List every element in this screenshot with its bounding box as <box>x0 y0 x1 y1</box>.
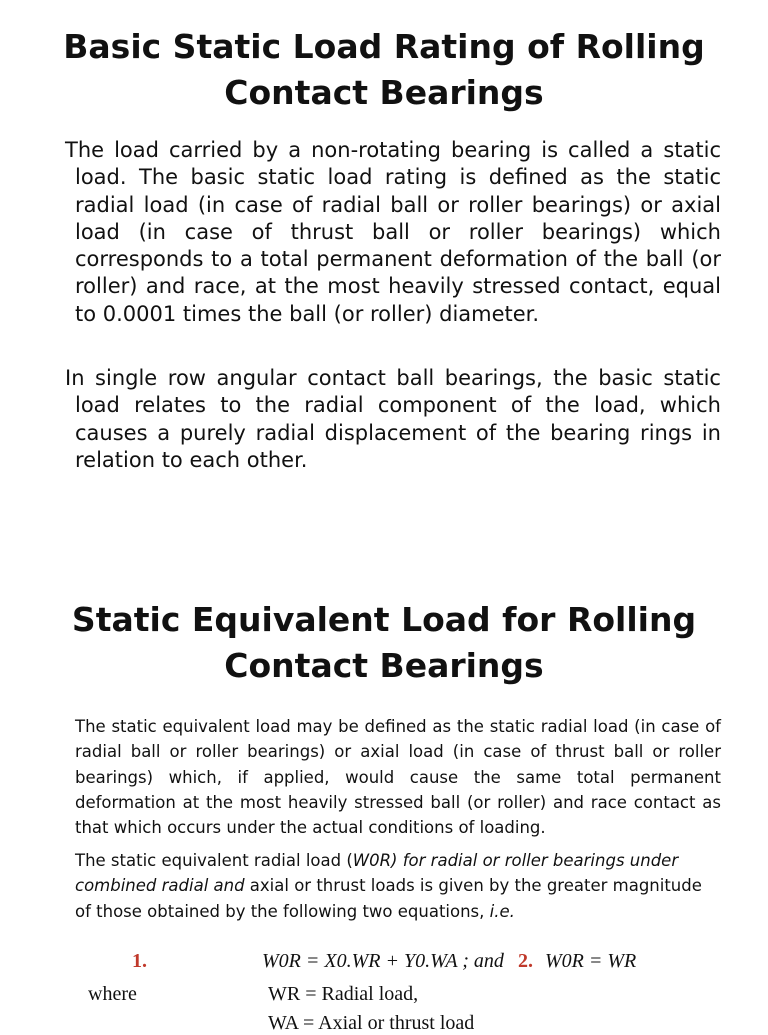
section1-title <box>40 24 728 116</box>
section1-title-line1: Basic Static Load Rating of Rolling <box>63 27 705 66</box>
paragraph-first-line: In single row angular contact ball bearings, the basic <box>65 366 653 390</box>
equivalent-load-definition: The static equivalent load may be defined as the static radial load (in case of radial ball or roller bearings) or axial load (in case of thrust ball or roller bearings) which, if applied, would cause the same total permanent deformation at the most heavily stressed ball (or roller) and race contact as that which occurs under the actual conditions of loading. <box>75 717 721 838</box>
equivalent-radial-load-paragraph <box>75 848 721 924</box>
section2-title <box>40 597 728 689</box>
section1-title-line2: Contact Bearings <box>224 73 544 112</box>
section2-title-line2: Contact Bearings <box>224 646 544 685</box>
definition-radial-load: WR = Radial load, <box>268 983 419 1005</box>
equation-2: W0R = WR <box>545 950 637 972</box>
equation-number-1: 1. <box>132 950 147 972</box>
paragraph-part-b: W0R) for radial or roller bearings under combined radial and <box>75 851 679 896</box>
angular-contact-paragraph <box>65 365 721 474</box>
where-label: where <box>88 983 137 1005</box>
section2-title-line1: Static Equivalent Load for Rolling <box>71 600 697 639</box>
equation-number-2: 2. <box>518 950 533 972</box>
equation-1: W0R = X0.WR + Y0.WA ; and <box>262 950 504 972</box>
static-load-paragraph <box>65 137 721 328</box>
paragraph-part-a: The static equivalent radial load ( <box>75 851 353 870</box>
definition-axial-load: WA = Axial or thrust load <box>268 1012 475 1034</box>
paragraph-first-line: The load carried by a non-rotating bearing is called a <box>65 138 654 162</box>
paragraph-rest: static load. The basic static load rating is defined as the static radial load (in case of radial ball or roller bearings) or axial load (in case of thrust ball or roller bearings) which corresponds to a total permanent deformation of the ball (or roller) and race, at the most heavily stressed contact, equal to 0.0001 times the ball (or roller) diameter. <box>75 138 721 326</box>
paragraph-part-c: axial or thrust loads is given by the greater magnitude of those obtained by the following two equations, <box>75 876 702 921</box>
paragraph-part-d: i.e. <box>489 901 515 921</box>
paragraph-rest: static load relates to the radial component of the load, which causes a purely radial displacement of the bearing rings in relation to each other. <box>75 366 721 472</box>
